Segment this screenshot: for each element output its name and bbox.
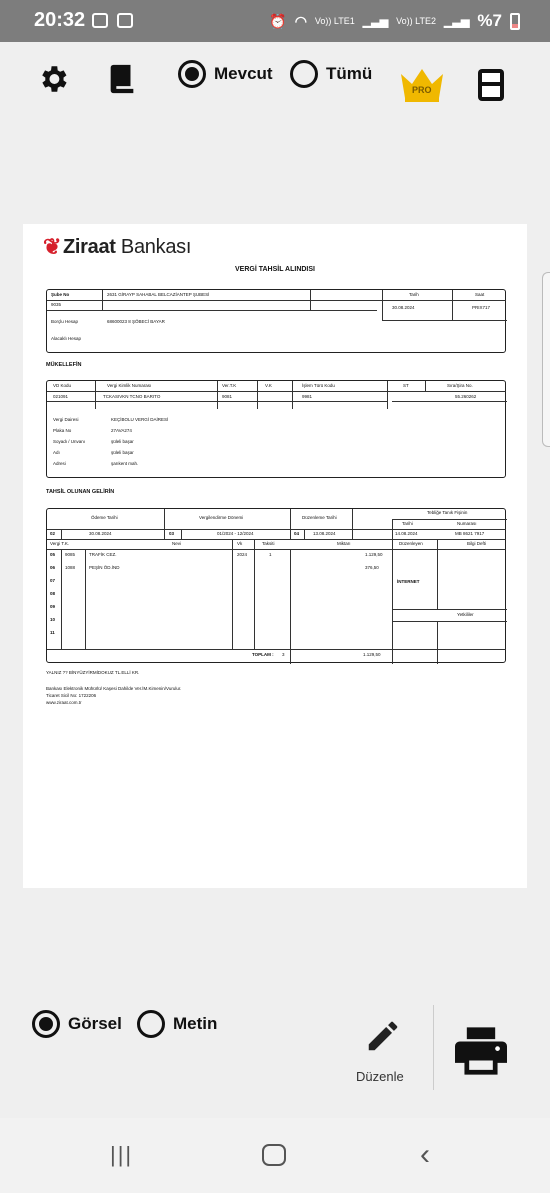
radio-text[interactable] (137, 1010, 165, 1038)
duzen-value: 13.08.2024 (313, 531, 336, 536)
gallery-notification-icon (92, 13, 108, 28)
edit-button[interactable] (352, 1015, 416, 1103)
row-no: 08 (50, 591, 56, 596)
teblig-tarih-label: Tarihi (402, 521, 413, 526)
radio-all[interactable] (290, 60, 318, 88)
status-right (269, 11, 520, 31)
mukellef-section-title: MÜKELLEFİN (46, 362, 82, 368)
bank-logo (43, 234, 191, 260)
soyad-label: Soyadı / Unvanı (53, 439, 86, 444)
vk-value: 9081 (222, 394, 233, 399)
vergi-no-label: Vergi Kimlik Numarası (107, 383, 152, 388)
branch-box (46, 289, 506, 353)
col-vk: Vk (237, 541, 243, 546)
duzenleyen-value: İNTERNET (397, 579, 420, 584)
side-handle[interactable] (542, 272, 550, 447)
col-miktar: Miktarı (337, 541, 351, 546)
saat-label: Saat (475, 292, 485, 297)
vergilendirme-label: Vergilendirme Dönemi (199, 515, 244, 520)
radio-visual[interactable] (32, 1010, 60, 1038)
col-vergi: Vergi T.K. (50, 541, 70, 546)
tarih-value: 30.08.2024 (392, 305, 415, 310)
settings-button[interactable] (36, 62, 70, 101)
row-nevi: TRAFİK CEZ. (89, 552, 117, 557)
alarm-icon: ⏰ (269, 12, 287, 29)
sube-no-label: Şube No (51, 292, 70, 297)
signal-icon-2: ▁▃▅ (444, 15, 470, 28)
toplam-code: 3 (282, 652, 285, 657)
st-label: ST (403, 383, 409, 388)
footer-line-1: Bankası Elektronik Mühürlü/ Kaşesi Dahilde Ver.İM.Kimenin/Vurulur. (46, 686, 182, 691)
message-notification-icon (117, 13, 133, 28)
back-icon[interactable]: ‹ (420, 1138, 430, 1171)
option-all[interactable] (290, 60, 372, 88)
adres-label: Adresi (53, 461, 66, 466)
pro-badge: PRO (412, 85, 432, 95)
system-nav-bar (0, 1118, 550, 1193)
option-all-label: Tümü (326, 64, 373, 83)
row-kod: 1088 (65, 565, 76, 570)
divider (433, 1005, 434, 1090)
vd-kodu-value: 021091 (53, 394, 69, 399)
battery-icon (510, 13, 520, 30)
vk2-label: V.K (265, 383, 272, 388)
pencil-icon (364, 1017, 402, 1055)
battery-percent: %7 (477, 11, 502, 30)
alacakli-label: Alacaklı Hesap (51, 336, 82, 341)
teblig-label: Tebliğe Tanık Fişinin (427, 510, 468, 515)
row-no: 11 (50, 630, 55, 635)
row-no: 07 (50, 578, 56, 583)
row-code-04: 04 (294, 531, 300, 536)
col-duzenleyen: Düzenleyen (399, 541, 423, 546)
row-miktar: 376,50 (365, 565, 379, 570)
amount-in-words: YALNIZ ?? BİNYÜZYİRMİDOKUZ TL.ELLİ KR. (46, 670, 140, 675)
vd-adi-label: Vergi Dairesi (53, 417, 79, 422)
gear-icon (36, 62, 70, 96)
plaka-value: 27AVA274 (111, 428, 132, 433)
toplam-label: TOPLAM : (252, 652, 274, 657)
col-taksit: Taksiti (262, 541, 275, 546)
bank-name: Ziraat Bankası (63, 235, 192, 258)
collection-box (46, 508, 506, 663)
row-vk: 2024 (237, 552, 248, 557)
vd-kodu-label: VD Kodu (53, 383, 72, 388)
option-current[interactable] (178, 60, 273, 88)
row-code-03: 03 (169, 531, 175, 536)
sira-value: 55.260262 (455, 394, 477, 399)
network-label-1: Vo)) LTE1 (314, 15, 355, 26)
wifi-icon: ◠ (294, 12, 307, 29)
donem-value: 01/2024 - 12/2024 (217, 531, 254, 536)
top-toolbar (0, 42, 550, 122)
col-bilgi: Bilgi Defti (467, 541, 487, 546)
plaka-label: Plaka No (53, 428, 72, 433)
receipt-preview (23, 224, 527, 888)
home-icon[interactable] (262, 1144, 286, 1166)
toplam-value: 1.129,50 (363, 652, 381, 657)
document-title: VERGİ TAHSİL ALINDISI (235, 266, 315, 273)
taxpayer-box (46, 380, 506, 478)
row-no: 05 (50, 552, 56, 557)
vk-label: Ver.T.K (222, 383, 237, 388)
radio-current[interactable] (178, 60, 206, 88)
row-no: 10 (50, 617, 56, 622)
printer-icon (452, 1025, 510, 1077)
calculator-icon (477, 68, 505, 102)
row-nevi: PEŞİN ÖD.İND (89, 565, 120, 570)
tarih-label: Tarih (409, 292, 419, 297)
status-time: 20:32 (34, 9, 86, 31)
duzenleme-label: Düzenleme Tarihi (302, 515, 337, 520)
sube-value: 2631 GİRAYP SAHABAL BELCAZİANTEP ŞUBESİ (107, 292, 210, 297)
teblig-numara-label: Numarası (457, 521, 477, 526)
recents-icon[interactable]: ||| (110, 1142, 134, 1167)
tahsil-section-title: TAHSİL OLUNAN GELİRİN (46, 489, 115, 495)
row-kod: 9085 (65, 552, 76, 557)
document-icon (105, 62, 139, 96)
saat-value: PRIX717 (472, 305, 491, 310)
sube-code: 9035 (51, 302, 62, 307)
row-no: 06 (50, 565, 56, 570)
odeme-tarih-label: Ödeme Tarihi (91, 515, 118, 520)
documents-button[interactable] (105, 62, 139, 101)
signal-icon-1: ▁▃▅ (362, 15, 389, 28)
yetkililer-label: Yetkililer (457, 612, 474, 617)
option-current-label: Mevcut (214, 64, 273, 83)
edit-label: Düzenle (356, 1069, 404, 1084)
islem-value: 9981 (302, 394, 313, 399)
calculator-button[interactable] (477, 68, 505, 107)
ad-label: Adı (53, 450, 60, 455)
ad-value: şüleli başar (111, 450, 134, 455)
borclu-label: Borçlu Hesap (51, 319, 79, 324)
soyad-value: şüleli başar (111, 439, 134, 444)
pro-button[interactable] (398, 66, 446, 104)
odeme-value: 30.08.2024 (89, 531, 112, 536)
option-text-label: Metin (173, 1014, 218, 1033)
option-visual[interactable] (32, 1010, 122, 1038)
row-taksit: 1 (269, 552, 272, 557)
row-no: 09 (50, 604, 56, 609)
bottom-controls (0, 1000, 550, 1110)
footer-line-2: Ticaret Sicil No: 1722206 (46, 693, 97, 698)
vergi-no-value: TCKASIVKN TCNO BARITO (103, 394, 161, 399)
network-label-2: Vo)) LTE2 (396, 15, 437, 26)
adres-value: şarıkent mah. (111, 461, 139, 466)
footer-line-3: www.ziraat.com.tr (46, 700, 82, 705)
teblig-tarih-value: 14.08.2024 (395, 531, 418, 536)
borclu-value: 68600023 8 ŞÖBECİ BAYAR (107, 319, 165, 324)
sira-label: Sıra/Şira No. (447, 383, 473, 388)
islem-label: İşlem Türü Kodu (302, 383, 335, 388)
print-button[interactable] (452, 1025, 510, 1082)
option-text[interactable] (137, 1010, 217, 1038)
col-nevi: Nevi (172, 541, 182, 546)
vd-adi-value: KEÇİBOLU VERGİ DAİRESİ (111, 417, 169, 422)
status-bar (0, 0, 550, 42)
row-code-02: 02 (50, 531, 56, 536)
option-visual-label: Görsel (68, 1014, 122, 1033)
row-miktar: 1.129,50 (365, 552, 383, 557)
teblig-num-value: MB 8621 7917 (455, 531, 485, 536)
ziraat-logo-icon: ❦ (43, 234, 62, 259)
